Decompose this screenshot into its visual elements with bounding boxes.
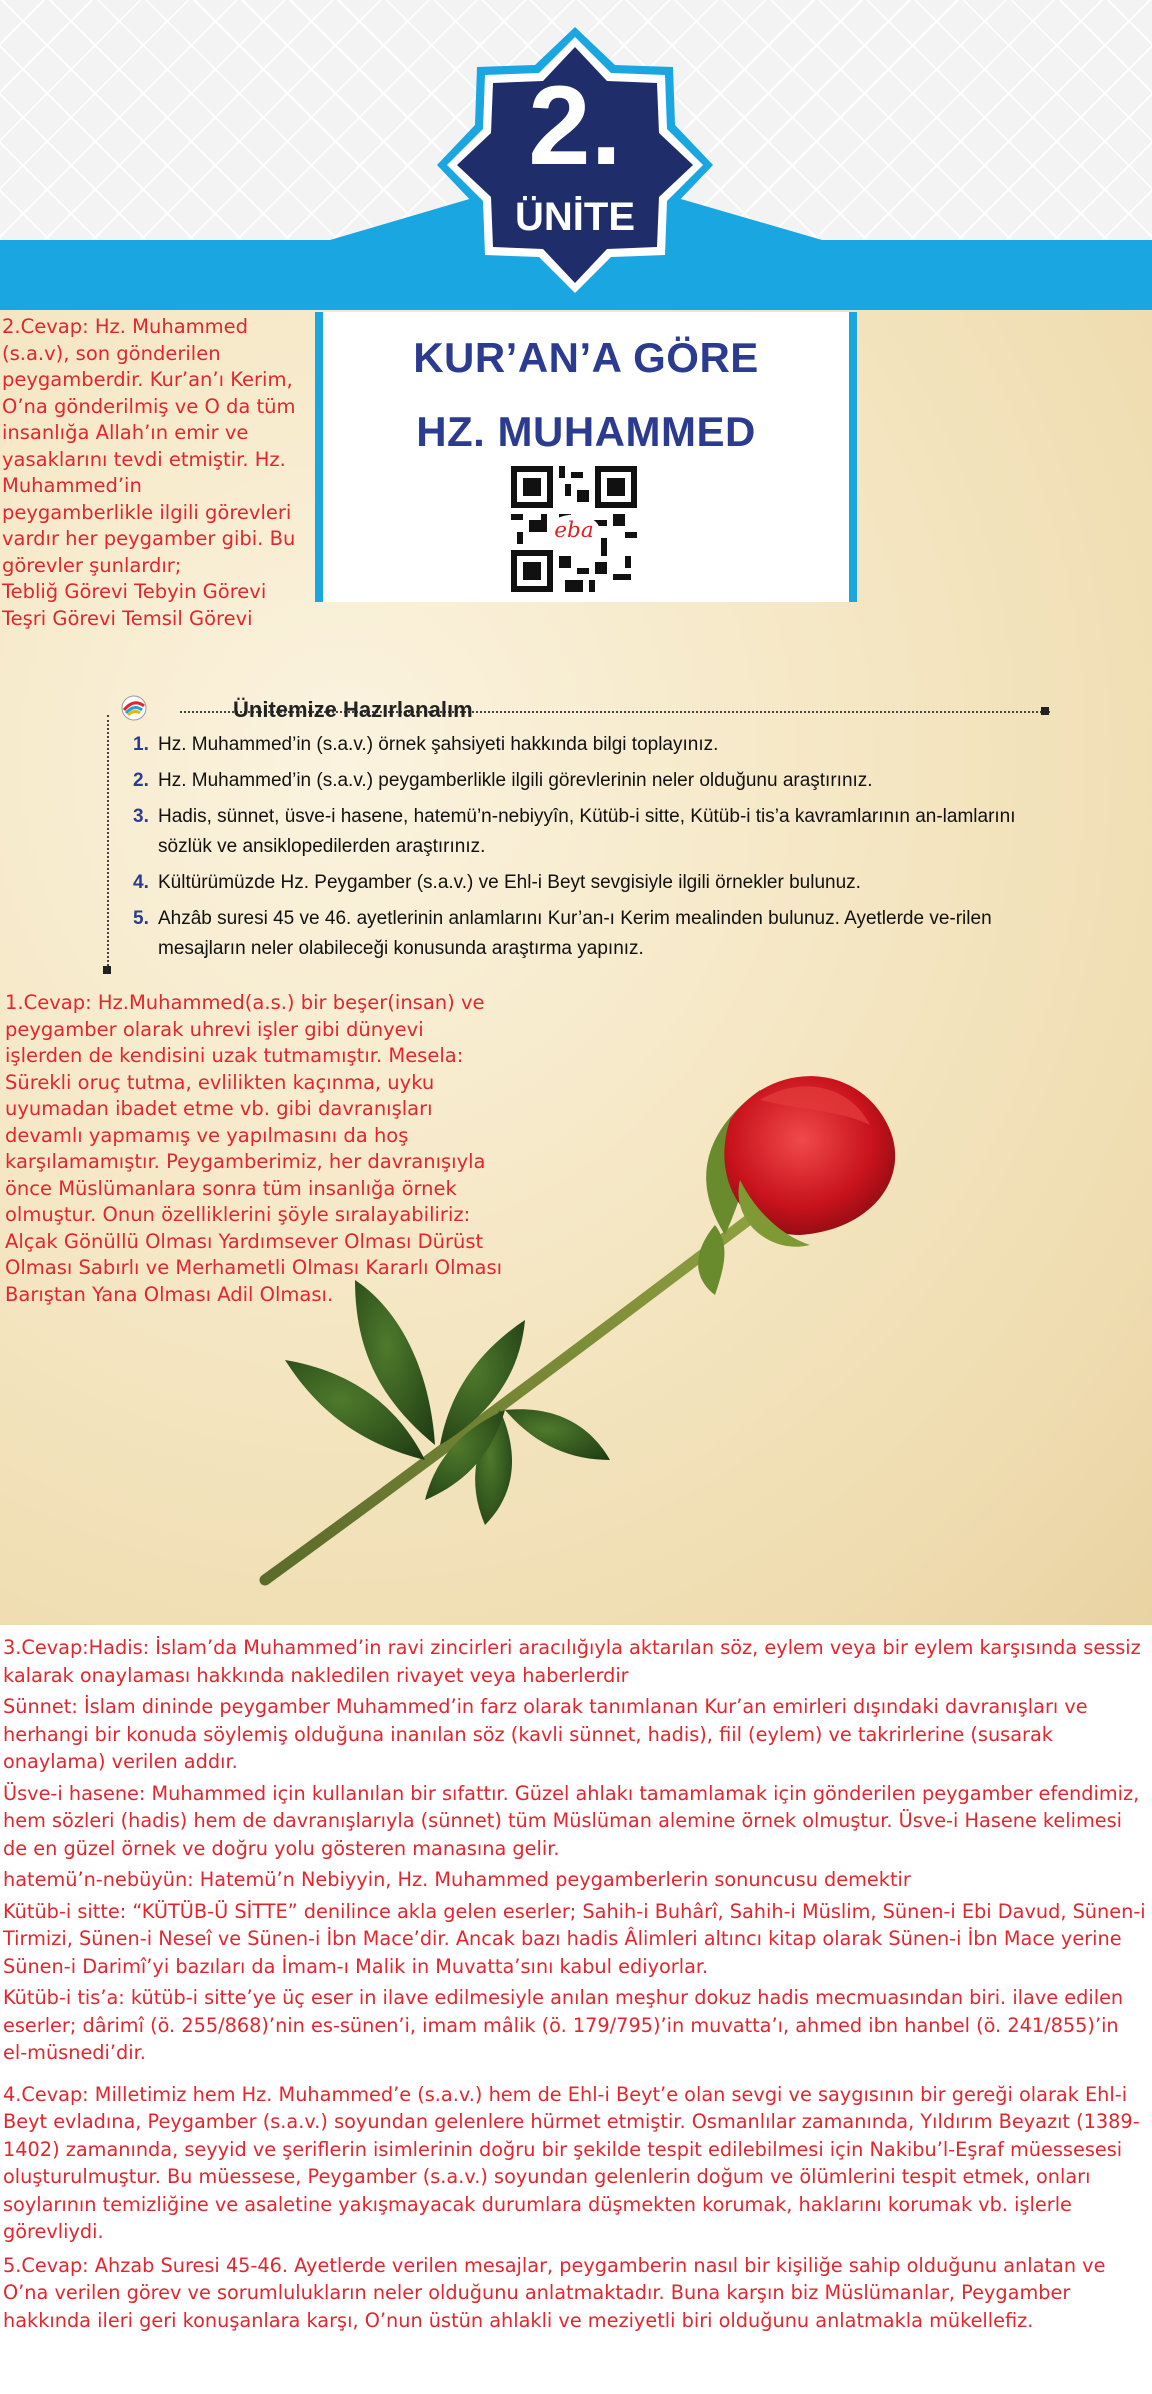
answer-3-paragraph: Kütüb-i tis’a: kütüb-i sitte’ye üç eser in ilave edilmesiyle anılan meşhur dokuz hadis mecmuasından biri. ilave edilen eserler; dârimî (ö. 255/868)’nin es-sünen’i, imam mâlik (ö. 179/795)’in muvatta’ı, ahmed ibn hanbel (ö. 241/855)’in el-müsnedi’dir. bbox=[3, 1986, 1124, 2064]
item-number: 2. bbox=[133, 770, 149, 791]
answer-2-line: Teşri Görevi Temsil Görevi bbox=[2, 606, 253, 630]
answer-2-line: Muhammed’in bbox=[2, 474, 142, 497]
item-number: 5. bbox=[133, 908, 149, 929]
preparation-item bbox=[133, 904, 1048, 964]
preparation-title: Ünitemize Hazırlanalım bbox=[233, 697, 473, 722]
answer-2-line: Tebliğ Görevi Tebyin Görevi bbox=[2, 580, 267, 603]
unit-title-line-2: HZ. MUHAMMED bbox=[416, 408, 756, 455]
answer-2-line: 2.Cevap: Hz. Muhammed bbox=[2, 315, 249, 338]
answer-5-paragraph: 5.Cevap: Ahzab Suresi 45-46. Ayetlerde verilen mesajlar, peygamberin nasıl bir kişiliğe sahip olduğunu anlatan ve O’na verilen görev ve sorumlulukların neler olduğunu anlatmaktadır. Buna karşın biz Müslümanlar, Peygamber hakkında ileri geri konuşanlara karşı, O’nun üstün ahlakli ve meziyetli biri olduğunu anlatmakla mükellefiz. bbox=[3, 2253, 1106, 2332]
dotted-line-endpoint bbox=[103, 966, 111, 974]
preparation-list bbox=[133, 730, 1048, 970]
answer-3-paragraph: 3.Cevap:Hadis: İslam’da Muhammed’in ravi zincirleri aracılığıyla aktarılan söz, eylem veya bir eylem karşısında sessiz kalarak onaylaması hakkında nakledilen rivayet veya haberlerdir bbox=[3, 1636, 1141, 1687]
item-number: 4. bbox=[133, 872, 149, 893]
answer-1-line: karşılamamıştır. Peygamberimiz, her davranışıyla bbox=[5, 1150, 486, 1173]
answer-2-line: vardır her peygamber gibi. Bu bbox=[2, 527, 296, 550]
preparation-item bbox=[133, 802, 1048, 862]
item-text: Hz. Muhammed’in (s.a.v.) peygamberlikle ilgili görevlerinin neler olduğunu araştırınız. bbox=[158, 770, 873, 791]
dotted-line-endpoint bbox=[1041, 707, 1049, 715]
rose-image-icon bbox=[170, 1040, 990, 1600]
preparation-item bbox=[133, 766, 1048, 796]
answer-1-line: işlerden de kendisini uzak tutmamıştır. Mesela: bbox=[5, 1044, 464, 1067]
answer-1-line: Sürekli oruç tutma, evlilikten kaçınma, uyku bbox=[5, 1070, 435, 1094]
answer-3-paragraph: Üsve-i hasene: Muhammed için kullanılan bir sıfattır. Güzel ahlakı tamamlamak için gönderilen peygamber efendimiz, hem sözleri (hadis) hem de davranışlarıyla (sünnet) tüm Müslüman alemine örnek olmuştur. Üsve-i Hasene kelimesi de en güzel örnek ve doğru yolu gösteren manasına gelir. bbox=[3, 1781, 1140, 1860]
answer-2-line: (s.a.v), son gönderilen bbox=[2, 341, 221, 365]
answer-2-line: yasaklarını tevdi etmiştir. Hz. bbox=[2, 447, 286, 471]
item-text: Ahzâb suresi 45 ve 46. ayetlerinin anlamlarını Kur’an-ı Kerim mealinden bulunuz. Ayetlerde ve-rilen mesajların neler olabileceği konusunda araştırma yapınız. bbox=[158, 908, 992, 959]
preparation-dotted-line-vertical bbox=[107, 715, 109, 970]
answer-1-line: 1.Cevap: Hz.Muhammed(a.s.) bir beşer(insan) ve bbox=[5, 991, 485, 1014]
unit-label: ÜNİTE bbox=[515, 195, 635, 239]
item-text: Hadis, sünnet, üsve-i hasene, hatemü’n-nebiyyîn, Kütüb-i sitte, Kütüb-i tis’a kavramlarının an-lamlarını sözlük ve ansiklopedilerden araştırınız. bbox=[158, 806, 1016, 857]
answer-2-line: görevler şunlardır; bbox=[2, 553, 182, 577]
answer-1-line: peygamber olarak uhrevi işler gibi dünyevi bbox=[5, 1017, 424, 1041]
item-text: Kültürümüzde Hz. Peygamber (s.a.v.) ve Ehl-i Beyt sevgisiyle ilgili örnekler bulunuz. bbox=[158, 872, 861, 893]
answer-3-paragraph: hatemü’n-nebüyün: Hatemü’n Nebiyyin, Hz. Muhammed peygamberlerin sonuncusu demektir bbox=[3, 1868, 911, 1891]
answer-3-paragraph: Sünnet: İslam dininde peygamber Muhammed’in farz olarak tanımlanan Kur’an emirleri dışındaki davranışları ve herhangi bir konuda söylemiş olduğuna inanılan söz (kavli sünnet, hadis), fiil (eylem) ve takrirlerine (susarak onaylama) verilen addır. bbox=[3, 1695, 1088, 1773]
preparation-item bbox=[133, 868, 1048, 898]
qr-logo: eba bbox=[554, 517, 594, 543]
qr-code-icon[interactable] bbox=[511, 466, 637, 592]
unit-number: 2. bbox=[528, 63, 622, 188]
answer-2-line: peygamberlikle ilgili görevleri bbox=[2, 500, 292, 524]
preparation-icon bbox=[114, 694, 154, 722]
answer-1-line: Barıştan Yana Olması Adil Olması. bbox=[5, 1282, 334, 1306]
answer-3-paragraph: Kütüb-i sitte: “KÜTÜB-Ü SİTTE” denilince akla gelen eserler; Sahih-i Buhârî, Sahih-i Müslim, Sünen-i Ebi Davud, Sünen-i Tirmizi, Sünen-i Neseî ve Sünen-i İbn Mace’dir. Ancak bazı hadis Âlimleri altıncı kitap olarak Sünen-i İbn Mace yerine Sünen-i Darimî’yi bazıları da İmam-ı Malik in Muvatta’sını kabul ediyorlar. bbox=[3, 1899, 1146, 1978]
answer-2-line: O’na gönderilmiş ve O da tüm bbox=[2, 394, 296, 418]
answer-1-line: uyumadan ibadet etme vb. gibi davranışları bbox=[5, 1097, 433, 1120]
answer-1-line: devamlı yapmamış ve yapılmasını da hoş bbox=[5, 1123, 409, 1147]
answer-4-paragraph: 4.Cevap: Milletimiz hem Hz. Muhammed’e (s.a.v.) hem de Ehl-i Beyt’e olan sevgi ve saygısının bir gereği olarak Ehl-i Beyt evladına, Peygamber (s.a.v.) soyundan gelenlere hürmet etmiştir. Osmanlılar zamanında, Yıldırım Beyazıt (1389-1402) zamanında, seyyid ve şeriflerin isimlerinin doğru bir şekilde tespit edilebilmesi için Nakibu’l-Eşraf müessesesi oluşturulmuştur. Bu müessese, Peygamber (s.a.v.) soyundan gelenlerin doğum ve ölümlerini tespit etmek, onları soylarının temizliğine ve asaletine yakışmayacak durumlara düşmekten korumak, haklarını korumak vb. işlerle görevliydi. bbox=[3, 2082, 1140, 2243]
item-text: Hz. Muhammed’in (s.a.v.) örnek şahsiyeti hakkında bilgi toplayınız. bbox=[158, 734, 719, 755]
answer-2-line: peygamberdir. Kur’an’ı Kerim, bbox=[2, 368, 293, 391]
item-number: 3. bbox=[133, 806, 149, 827]
unit-title-line-1: KUR’AN’A GÖRE bbox=[413, 334, 759, 381]
answer-1-line: Olması Sabırlı ve Merhametli Olması Kararlı Olması bbox=[5, 1256, 503, 1279]
preparation-item bbox=[133, 730, 1048, 760]
answer-1-line: Alçak Gönüllü Olması Yardımsever Olması Dürüst bbox=[5, 1229, 484, 1253]
answer-1-line: önce Müslümanlara sonra tüm insanlığa örnek bbox=[5, 1176, 457, 1200]
item-number: 1. bbox=[133, 734, 149, 755]
answer-2-line: insanlığa Allah’ın emir ve bbox=[2, 421, 249, 444]
answer-1-line: olmuştur. Onun özelliklerini şöyle sıralayabiliriz: bbox=[5, 1203, 471, 1226]
answers-3-5-block bbox=[3, 1634, 1148, 2338]
answer-2-block bbox=[2, 314, 302, 632]
